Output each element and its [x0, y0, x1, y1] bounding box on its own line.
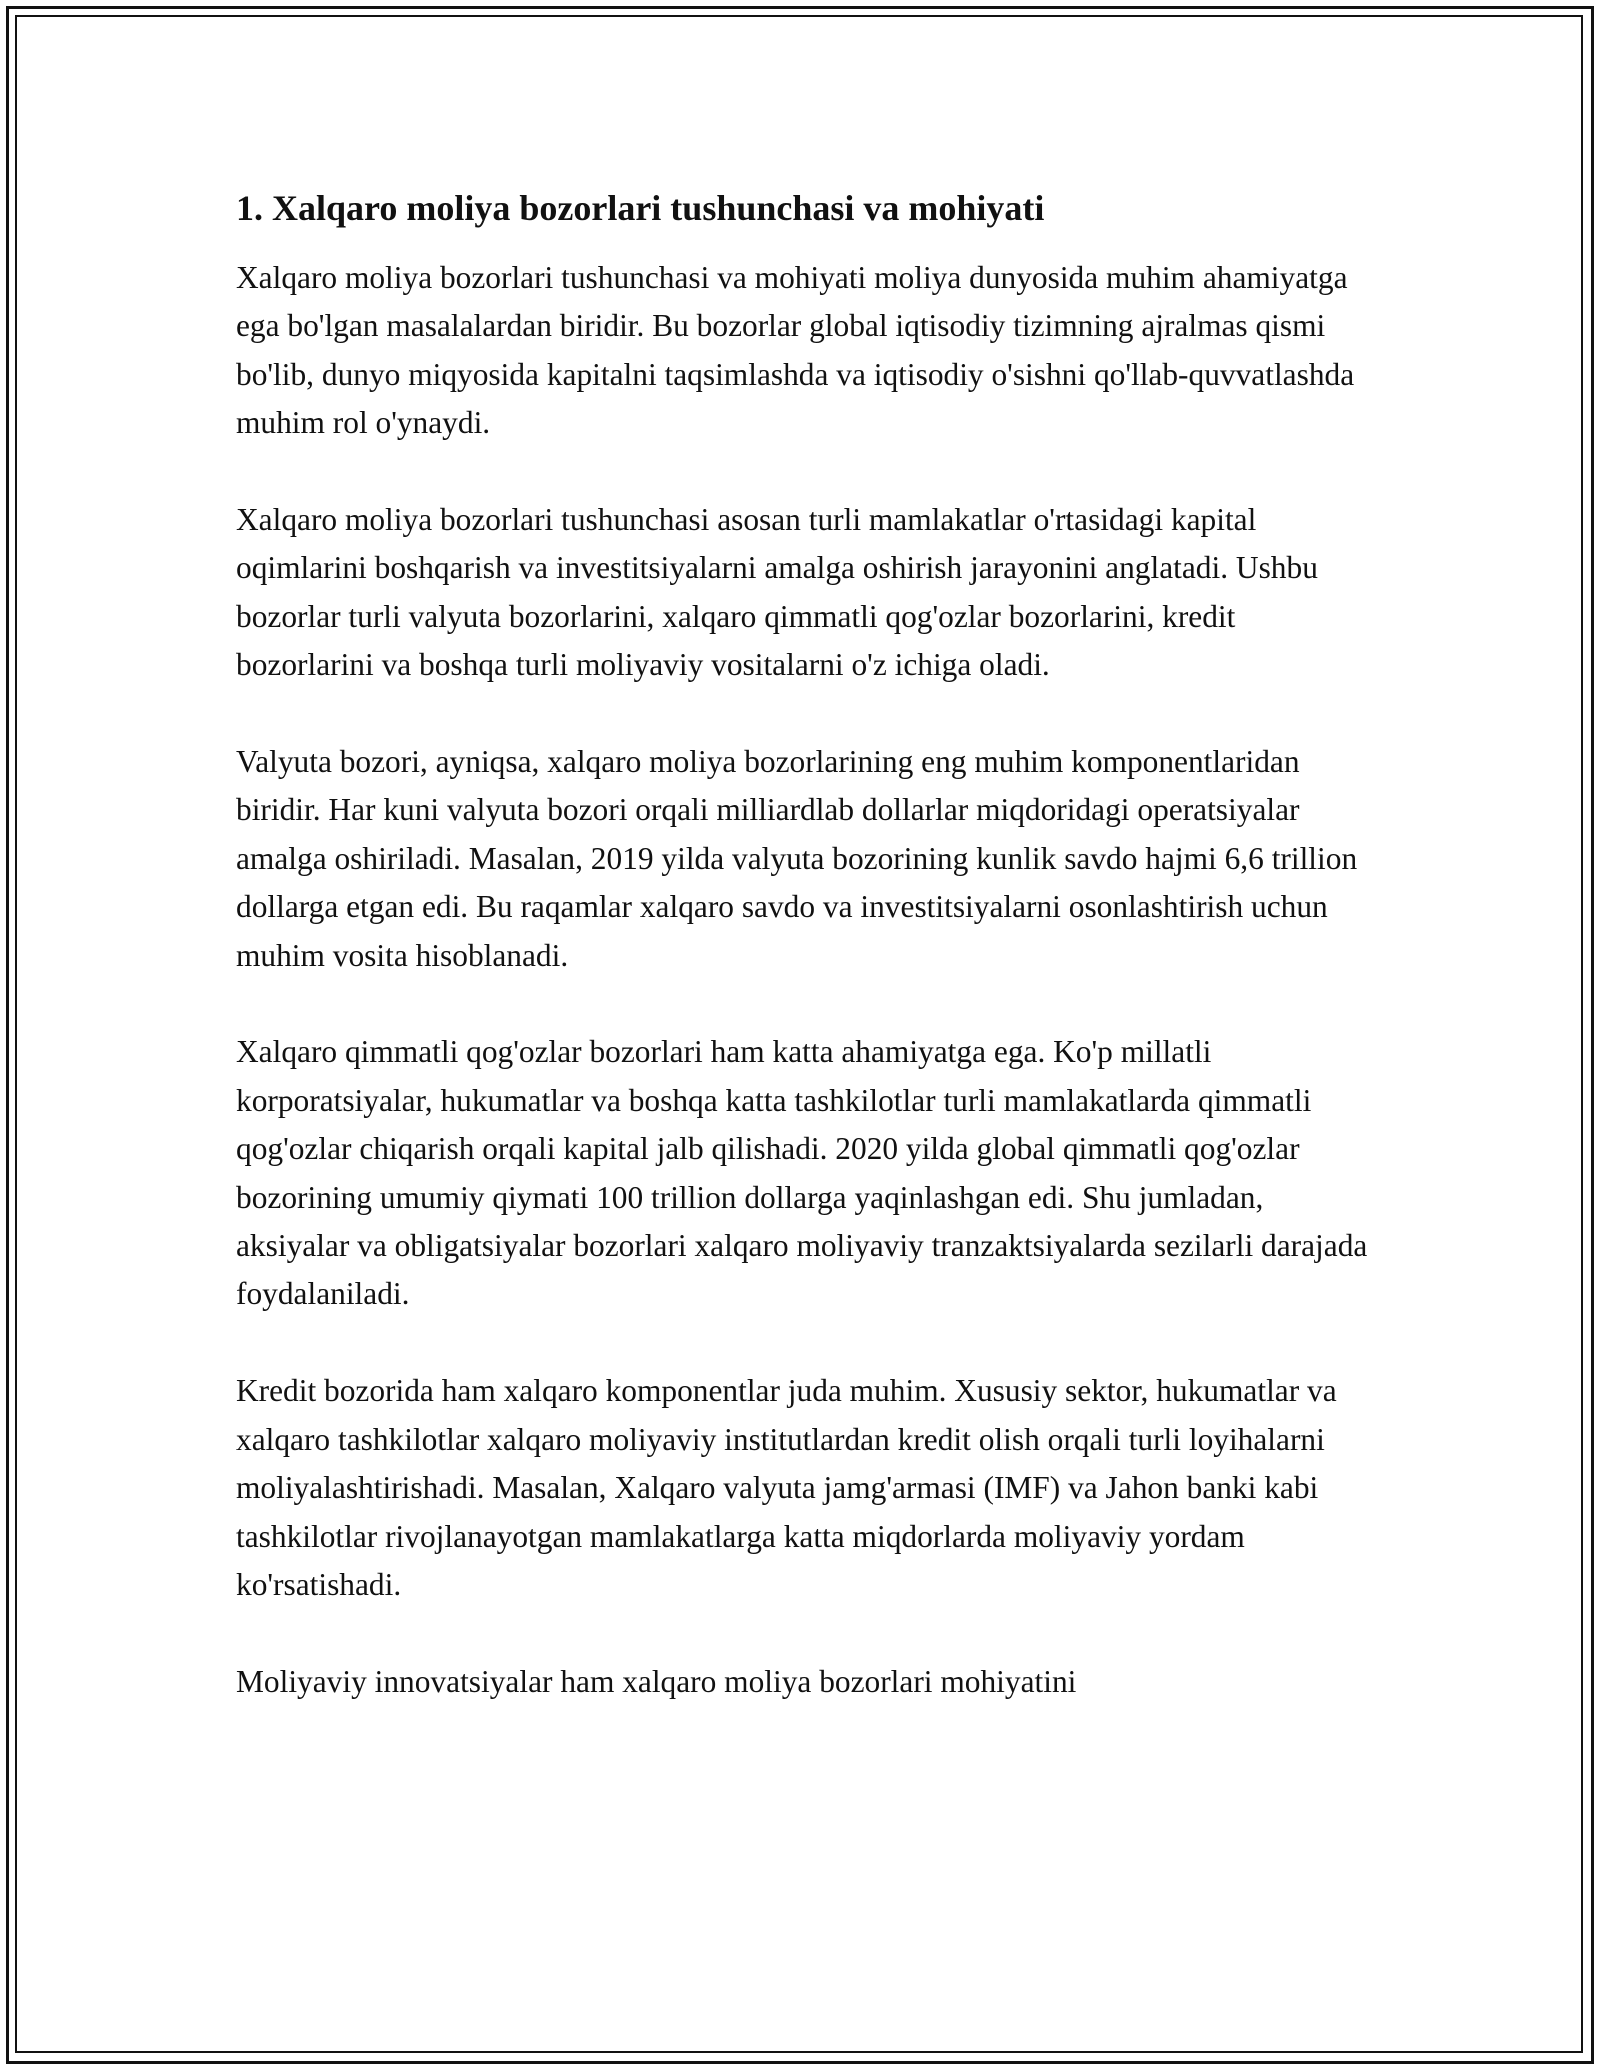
paragraph-4: Xalqaro qimmatli qog'ozlar bozorlari ham katta ahamiyatga ega. Ko'p millatli korporatsiyalar, hukumatlar va boshqa katta tashkilotlar turli mamlakatlarda qimmatli qog'ozlar chiqarish orqali kapital jalb qilishadi. 2020 yilda global qimmatli qog'ozlar bozorining umumiy qiymati 100 trillion dollarga yaqinlashgan edi. Shu jumladan, aksiyalar va obligatsiyalar bozorlari xalqaro moliyaviy tranzaktsiyalarda sezilarli darajada foydalaniladi. [236, 1034, 1368, 1312]
paragraph-1: Xalqaro moliya bozorlari tushunchasi va mohiyati moliya dunyosida muhim ahamiyatga ega bo'lgan masalalardan biridir. Bu bozorlar global iqtisodiy tizimning ajralmas qismi bo'lib, dunyo miqyosida kapitalni taqsimlashda va iqtisodiy o'sishni qo'llab-quvvatlashda muhim rol o'ynaydi. [236, 260, 1355, 441]
paragraph-6: Moliyaviy innovatsiyalar ham xalqaro moliya bozorlari mohiyatini [236, 1663, 1077, 1699]
section-heading: 1. Xalqaro moliya bozorlari tushunchasi va mohiyati [236, 188, 1045, 228]
paragraph-2: Xalqaro moliya bozorlari tushunchasi asosan turli mamlakatlar o'rtasidagi kapital oqimlarini boshqarish va investitsiyalarni amalga oshirish jarayonini anglatadi. Ushbu bozorlar turli valyuta bozorlarini, xalqaro qimmatli qog'ozlar bozorlarini, kredit bozorlarini va boshqa turli moliyaviy vositalarni o'z ichiga oladi. [236, 502, 1318, 683]
document-body [236, 186, 1376, 1755]
paragraph-5: Kredit bozorida ham xalqaro komponentlar juda muhim. Xususiy sektor, hukumatlar va xalqaro tashkilotlar xalqaro moliyaviy institutlardan kredit olish orqali turli loyihalarni moliyalashtirishadi. Masalan, Xalqaro valyuta jamg'armasi (IMF) va Jahon banki kabi tashkilotlar rivojlanayotgan mamlakatlarga katta miqdorlarda moliyaviy yordam ko'rsatishadi. [236, 1373, 1337, 1602]
paragraph-3: Valyuta bozori, ayniqsa, xalqaro moliya bozorlarining eng muhim komponentlaridan biridir. Har kuni valyuta bozori orqali milliardlab dollarlar miqdoridagi operatsiyalar amalga oshiriladi. Masalan, 2019 yilda valyuta bozorining kunlik savdo hajmi 6,6 trillion dollarga etgan edi. Bu raqamlar xalqaro savdo va investitsiyalarni osonlashtirish uchun muhim vosita hisoblanadi. [236, 744, 1358, 973]
